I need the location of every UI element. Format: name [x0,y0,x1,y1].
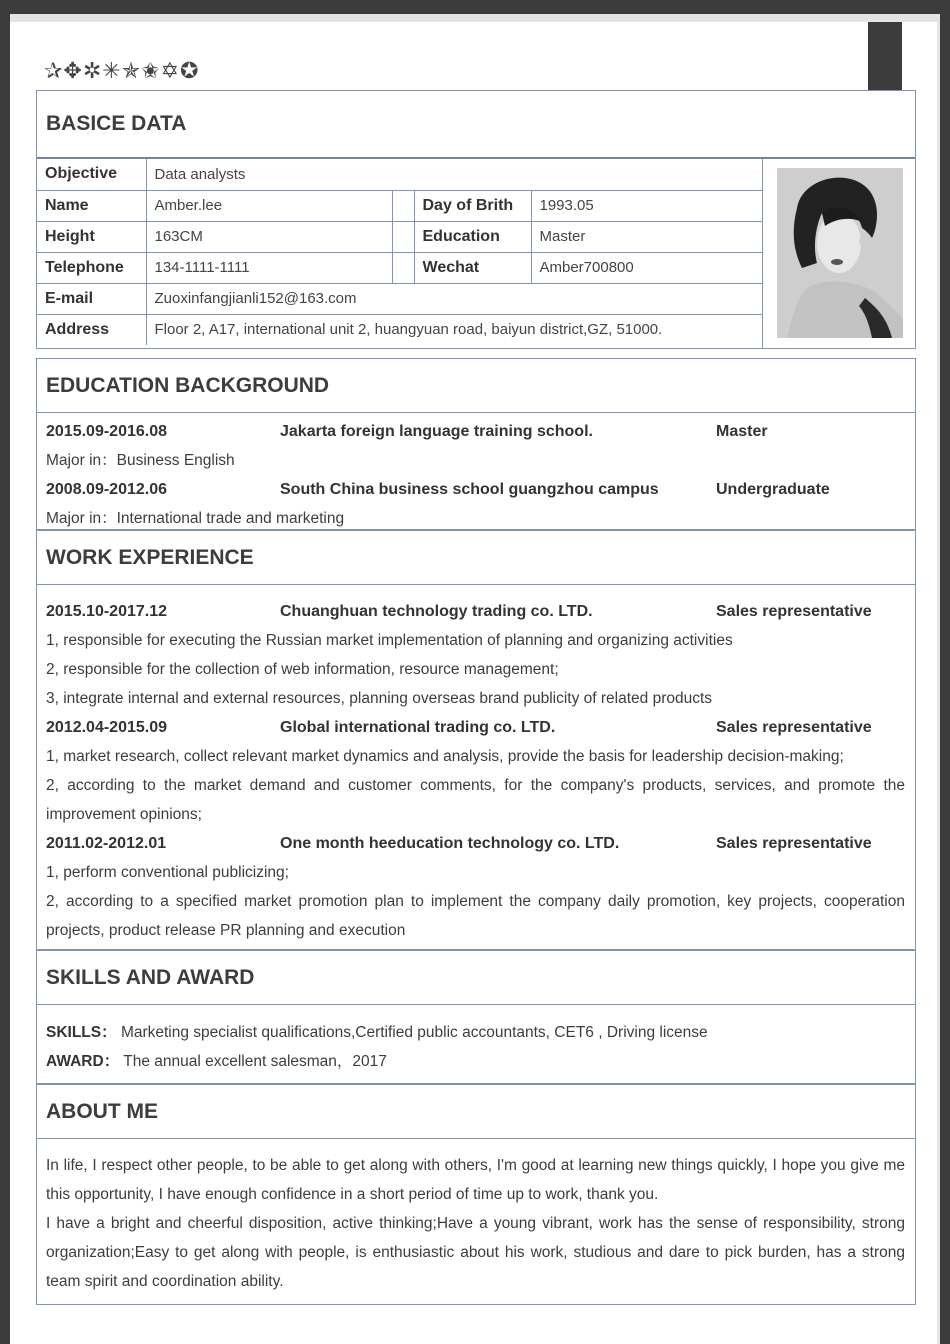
award-line [37,1047,915,1076]
height-value: 163CM [146,221,392,252]
table-row [37,190,762,221]
education-degree: Undergraduate [716,481,830,498]
table-row [37,283,762,314]
about-me-body [37,1139,915,1296]
frame-right-bar [940,0,950,1344]
about-me-title: ABOUT ME [37,1085,915,1139]
table-row [37,221,762,252]
frame-right-inner [937,22,940,1344]
work-entry-header [37,829,915,858]
skills-award-title: SKILLS AND AWARD [37,951,915,1005]
education-school: Jakarta foreign language training school. [280,423,593,440]
table-row [37,159,762,190]
work-company: Chuanghuan technology trading co. LTD. [280,603,593,620]
email-label: E-mail [37,283,146,314]
education-section [36,358,916,530]
work-period: 2015.10-2017.12 [46,603,167,620]
basic-data-section [36,90,916,349]
dob-label: Day of Brith [414,190,531,221]
skills-award-section [36,950,916,1084]
photo-column [762,159,916,348]
work-role: Sales representative [716,835,872,852]
work-duty: 1, market research, collect relevant market dynamics and analysis, provide the basis for leadership decision-making; [46,748,844,765]
spacer-cell [392,252,414,283]
education-entry-header [37,417,915,446]
address-label: Address [37,314,146,345]
award-text: The annual excellent salesman，2017 [123,1053,387,1070]
spacer-cell [392,221,414,252]
spacer-cell [392,190,414,221]
work-experience-title: WORK EXPERIENCE [37,531,915,585]
skills-label: SKILLS： [46,1024,117,1041]
work-period: 2012.04-2015.09 [46,719,167,736]
email-value: Zuoxinfangjianli152@163.com [146,283,762,314]
award-label: AWARD： [46,1053,120,1070]
work-company: One month heeducation technology co. LTD. [280,835,620,852]
wechat-label: Wechat [414,252,531,283]
about-me-section [36,1084,916,1305]
objective-label: Objective [37,159,146,190]
work-entry-header [37,597,915,626]
education-value: Master [531,221,762,252]
education-degree: Master [716,423,768,440]
decorative-stars: ✰✥✲✳✯✬✡✪ [44,59,200,84]
work-role: Sales representative [716,603,872,620]
telephone-value: 134-1111-1111 [146,252,392,283]
objective-value: Data analysts [146,159,762,190]
education-title: EDUCATION BACKGROUND [37,359,915,413]
work-company: Global international trading co. LTD. [280,719,556,736]
work-role: Sales representative [716,719,872,736]
basic-data-table [37,159,762,345]
work-duty: 3, integrate internal and external resources, planning overseas brand publicity of related products [46,690,713,707]
dob-value: 1993.05 [531,190,762,221]
education-period: 2008.09-2012.06 [46,481,167,498]
address-value: Floor 2, A17, international unit 2, huangyuan road, baiyun district,GZ, 51000. [146,314,762,345]
education-major: Major in：Business English [46,452,235,469]
profile-photo [777,168,903,338]
work-list [37,585,915,945]
work-duty: 1, perform conventional publicizing; [46,864,289,881]
skills-line [37,1018,915,1047]
frame-top-bar [0,0,950,14]
education-list [37,413,915,533]
table-row [37,314,762,345]
education-label: Education [414,221,531,252]
work-period: 2011.02-2012.01 [46,835,167,852]
frame-left-bar [0,0,10,1344]
work-duty: 1, responsible for executing the Russian market implementation of planning and organizing activities [46,632,733,649]
telephone-label: Telephone [37,252,146,283]
work-duty: 2, according to a specified market promotion plan to implement the company daily promotion, key projects, cooperation projects, product release PR planning and execution [46,893,905,939]
frame-top-inner [0,14,950,22]
name-value: Amber.lee [146,190,392,221]
education-major: Major in：International trade and marketing [46,510,345,527]
work-experience-section [36,530,916,950]
table-row [37,252,762,283]
work-duty: 2, responsible for the collection of web information, resource management; [46,661,559,678]
height-label: Height [37,221,146,252]
skills-list [37,1005,915,1076]
wechat-value: Amber700800 [531,252,762,283]
education-period: 2015.09-2016.08 [46,423,167,440]
name-label: Name [37,190,146,221]
basic-data-title: BASICE DATA [37,91,915,159]
education-school: South China business school guangzhou campus [280,481,659,498]
education-entry-header [37,475,915,504]
portrait-icon [777,168,903,338]
about-paragraph: I have a bright and cheerful disposition, active thinking;Have a young vibrant, work has the sense of responsibility, strong organization;Easy to get along with people, is enthusiastic about his work, studious and dare to pick burden, has a strong team spirit and coordination ability. [46,1215,905,1290]
work-duty: 2, according to the market demand and customer comments, for the company's products, services, and promote the improvement opinions; [46,777,905,823]
work-entry-header [37,713,915,742]
about-paragraph: In life, I respect other people, to be able to get along with others, I'm good at learning new things quickly, I hope you give me this opportunity, I have enough confidence in a short period of time up to work, thank you. [46,1157,905,1203]
skills-text: Marketing specialist qualifications,Certified public accountants, CET6 , Driving license [120,1024,708,1041]
